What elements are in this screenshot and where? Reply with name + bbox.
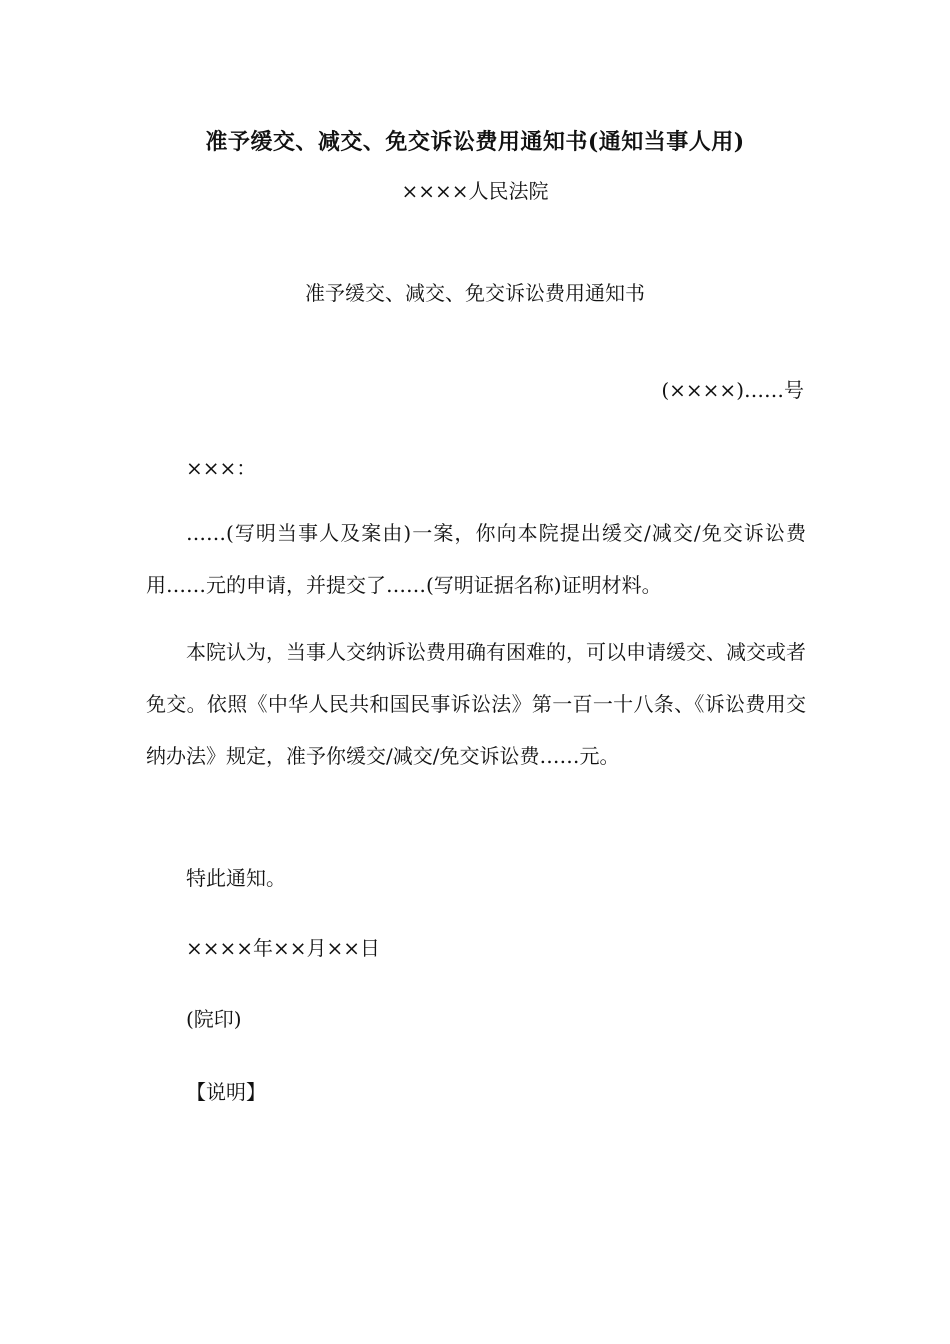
issue-date: ××××年××月××日 [186, 936, 381, 960]
case-number: (××××)……号 [661, 378, 804, 402]
notice-closing: 特此通知。 [186, 866, 286, 890]
addressee: ×××： [186, 456, 257, 480]
notice-title: 准予缓交、减交、免交诉讼费用通知书 [305, 281, 645, 305]
document-main-title: 准予缓交、减交、免交诉讼费用通知书(通知当事人用) [205, 129, 745, 155]
application-paragraph: ……(写明当事人及案由)一案，你向本院提出缓交/减交/免交诉讼费用……元的申请，并提交了……(写明证据名称)证明材料。 [146, 521, 806, 597]
explanation-heading: 【说明】 [186, 1080, 266, 1104]
decision-paragraph: 本院认为，当事人交纳诉讼费用确有困难的，可以申请缓交、减交或者免交。依照《中华人民共和国民事诉讼法》第一百一十八条、《诉讼费用交纳办法》规定，准予你缓交/减交/免交诉讼费……元。 [146, 640, 806, 768]
court-name: ××××人民法院 [401, 179, 549, 203]
court-seal-note: (院印) [186, 1007, 242, 1031]
